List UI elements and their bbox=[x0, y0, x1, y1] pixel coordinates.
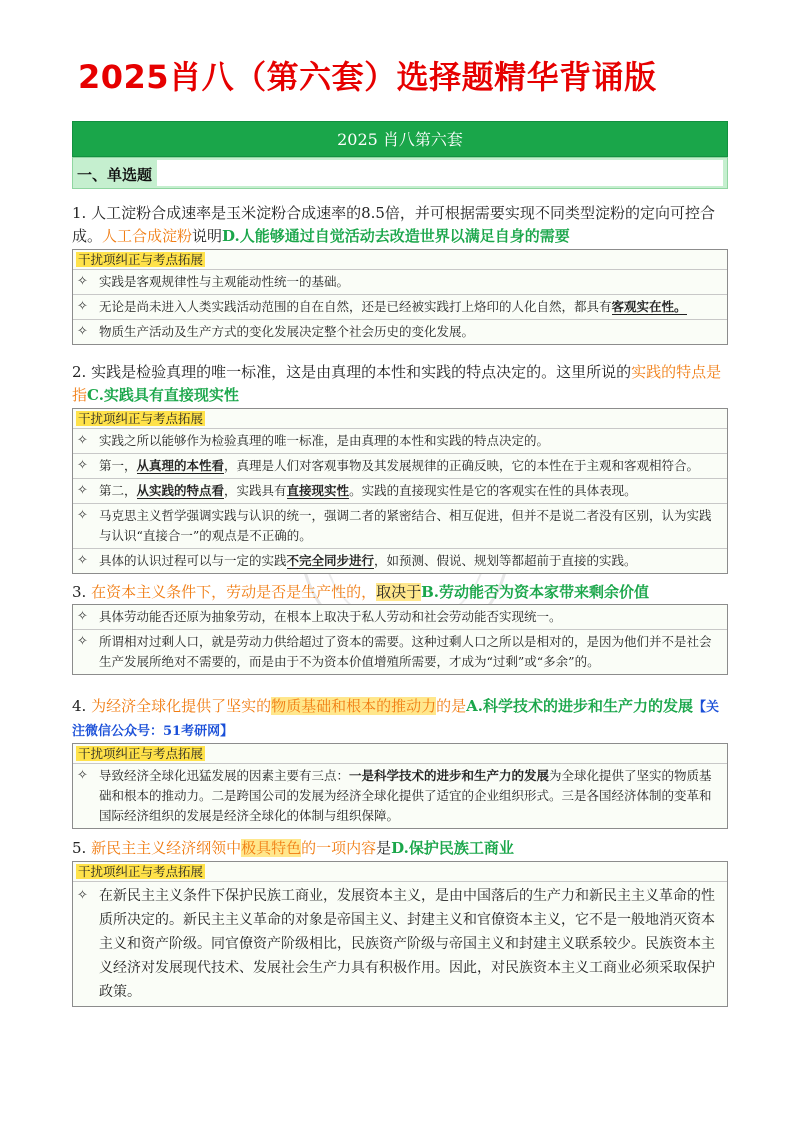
question-5 bbox=[72, 837, 732, 860]
question-5-connector: 的一项内容 bbox=[301, 839, 377, 857]
note-item bbox=[73, 882, 727, 1006]
bullet-diamond-icon: ✧ bbox=[77, 299, 88, 314]
note-text-emphasis: 从真理的本性看 bbox=[136, 458, 225, 473]
note-text-part: 第一， bbox=[99, 458, 137, 473]
question-4-answer: A.科学技术的进步和生产力的发展 bbox=[466, 697, 694, 715]
question-5-is: 是 bbox=[376, 839, 392, 857]
bullet-diamond-icon: ✧ bbox=[77, 634, 88, 649]
note-item bbox=[73, 454, 727, 479]
question-4-notes bbox=[72, 743, 728, 829]
notes-header bbox=[73, 250, 727, 270]
bullet-diamond-icon: ✧ bbox=[77, 433, 88, 448]
question-1-connector: 说明 bbox=[192, 227, 223, 245]
bullet-diamond-icon: ✧ bbox=[77, 458, 88, 473]
question-2-stem: 2. 实践是检验真理的唯一标准，这是由真理的本性和实践的特点决定的。这里所说的 bbox=[72, 363, 632, 381]
note-item bbox=[73, 549, 727, 573]
question-1-stem: 1. 人工淀粉合成速率是玉米淀粉合成速率的8.5倍，并可根据需要实现不同类型淀粉的定向可控合成。 bbox=[72, 204, 715, 245]
bullet-diamond-icon: ✧ bbox=[77, 888, 88, 903]
note-text bbox=[99, 297, 723, 317]
question-2-keyword: 实践的特点是指 bbox=[72, 363, 722, 404]
bullet-diamond-icon: ✧ bbox=[77, 274, 88, 289]
note-text: 所谓相对过剩人口，就是劳动力供给超过了资本的需要。这种过剩人口之所以是相对的，是因为他们并不是社会生产发展所绝对不需要的，而是由于不为资本价值增殖所需要，才成为“过剩”或“多余”的。 bbox=[99, 634, 712, 669]
note-text: 物质生产活动及生产方式的变化发展决定整个社会历史的变化发展。 bbox=[99, 324, 475, 339]
note-text-part: 为全球化提供了坚实的物质基础和根本的推动力。二是跨国公司的发展为经济全球化提供了适宜的企业组织形式。三是各国经济体制的变革和国际经济组织的发展是经济全球化的体制与组织保障。 bbox=[99, 768, 712, 823]
note-text-emphasis: 直接现实性 bbox=[286, 483, 350, 498]
question-3-highlight: 取决于 bbox=[376, 583, 422, 601]
bullet-diamond-icon: ✧ bbox=[77, 768, 88, 783]
note-text: 具体劳动能否还原为抽象劳动，在根本上取决于私人劳动和社会劳动能否实现统一。 bbox=[99, 609, 562, 624]
note-text-part: 无论是尚未进入人类实践活动范围的自在自然，还是已经被实践打上烙印的人化自然，都具有 bbox=[99, 299, 612, 314]
question-3-notes bbox=[72, 604, 728, 675]
note-item bbox=[73, 630, 727, 674]
bullet-diamond-icon: ✧ bbox=[77, 324, 88, 339]
note-item bbox=[73, 504, 727, 549]
question-5-highlight: 极具特色 bbox=[241, 839, 302, 857]
question-4-number: 4. bbox=[72, 697, 92, 715]
question-2-notes bbox=[72, 408, 728, 574]
note-text-emphasis: 客观实在性。 bbox=[611, 299, 687, 314]
section-header-blank bbox=[157, 160, 723, 186]
note-text bbox=[99, 551, 723, 571]
question-1 bbox=[72, 202, 732, 248]
note-text bbox=[99, 766, 723, 826]
note-text-emphasis: 从实践的特点看 bbox=[136, 483, 225, 498]
bullet-diamond-icon: ✧ bbox=[77, 483, 88, 498]
question-4 bbox=[72, 695, 732, 743]
bullet-diamond-icon: ✧ bbox=[77, 553, 88, 568]
notes-header bbox=[73, 409, 727, 429]
question-5-number: 5. bbox=[72, 839, 92, 857]
note-text-part: 。实践的直接现实性是它的客观实在性的具体表现。 bbox=[349, 483, 637, 498]
note-item bbox=[73, 270, 727, 295]
question-3-answer: B.劳动能否为资本家带来剩余价值 bbox=[421, 583, 650, 601]
note-text: 在新民主主义条件下保护民族工商业，发展资本主义，是由中国落后的生产力和新民主主义革命的性质所决定的。新民主主义革命的对象是帝国主义、封建主义和官僚资本主义，它不是一般地消灭资本主义和资产阶级。同官僚资产阶级相比，民族资产阶级与帝国主义和封建主义联系较少。民族资本主义经济对发展现代技术、发展社会生产力具有积极作用。因此，对民族资本主义工商业必须采取保护政策。 bbox=[99, 888, 715, 1000]
question-5-answer: D.保护民族工商业 bbox=[391, 839, 514, 857]
note-text-part: ，真理是人们对客观事物及其发展规律的正确反映，它的本性在于主观和客观相符合。 bbox=[224, 458, 700, 473]
notes-header-label: 干扰项纠正与考点拓展 bbox=[78, 411, 204, 426]
note-text-part: ，如预测、假说、规划等都超前于直接的实践。 bbox=[374, 553, 637, 568]
note-text: 马克思主义哲学强调实践与认识的统一，强调二者的紧密结合、相互促进，但并不是说二者没有区别，认为实践与认识“直接合一”的观点是不正确的。 bbox=[99, 508, 712, 543]
section-header bbox=[72, 157, 728, 189]
note-item bbox=[73, 429, 727, 454]
question-3-number: 3. bbox=[72, 583, 92, 601]
note-item bbox=[73, 320, 727, 344]
section-label: 一、单选题 bbox=[77, 166, 153, 184]
question-5-keyword: 新民主主义经济纲领中 bbox=[91, 839, 242, 857]
note-item bbox=[73, 605, 727, 630]
page-title: 2025肖八（第六套）选择题精华背诵版 bbox=[78, 58, 657, 96]
notes-header-label: 干扰项纠正与考点拓展 bbox=[78, 252, 204, 267]
question-5-notes bbox=[72, 861, 728, 1007]
note-text-emphasis: 一是科学技术的进步和生产力的发展 bbox=[349, 768, 550, 783]
note-text bbox=[99, 456, 723, 476]
notes-header bbox=[73, 744, 727, 764]
note-text bbox=[99, 481, 723, 501]
question-1-keyword: 人工合成淀粉 bbox=[102, 227, 193, 245]
question-1-answer: D.人能够通过自觉活动去改造世界以满足自身的需要 bbox=[222, 227, 570, 245]
bullet-diamond-icon: ✧ bbox=[77, 508, 88, 523]
question-3-keyword: 在资本主义条件下，劳动是否是生产性的， bbox=[91, 583, 377, 601]
note-text-part: 具体的认识过程可以与一定的实践 bbox=[99, 553, 287, 568]
wechat-note: 【关注微信公众号：51考研网】 bbox=[72, 700, 720, 739]
note-text-part: 导致经济全球化迅猛发展的因素主要有三点： bbox=[99, 768, 350, 783]
note-item bbox=[73, 295, 727, 320]
note-item bbox=[73, 764, 727, 828]
question-4-highlight: 物质基础和根本的推动力 bbox=[271, 697, 437, 715]
note-text-part: ，实践具有 bbox=[224, 483, 287, 498]
notes-header-label: 干扰项纠正与考点拓展 bbox=[78, 746, 204, 761]
notes-header bbox=[73, 862, 727, 882]
note-text: 实践是客观规律性与主观能动性统一的基础。 bbox=[99, 274, 350, 289]
note-item bbox=[73, 479, 727, 504]
question-2-answer: C.实践具有直接现实性 bbox=[87, 386, 239, 404]
note-text-emphasis: 不完全同步进行 bbox=[286, 553, 375, 568]
question-3 bbox=[72, 581, 732, 604]
note-text-part: 第二， bbox=[99, 483, 137, 498]
question-2 bbox=[72, 361, 732, 407]
notes-header-label: 干扰项纠正与考点拓展 bbox=[78, 864, 204, 879]
set-banner: 2025 肖八第六套 bbox=[72, 121, 728, 157]
question-4-keyword: 为经济全球化提供了坚实的 bbox=[91, 697, 272, 715]
note-text: 实践之所以能够作为检验真理的唯一标准，是由真理的本性和实践的特点决定的。 bbox=[99, 433, 550, 448]
bullet-diamond-icon: ✧ bbox=[77, 609, 88, 624]
question-1-notes bbox=[72, 249, 728, 345]
question-4-connector: 的是 bbox=[436, 697, 467, 715]
